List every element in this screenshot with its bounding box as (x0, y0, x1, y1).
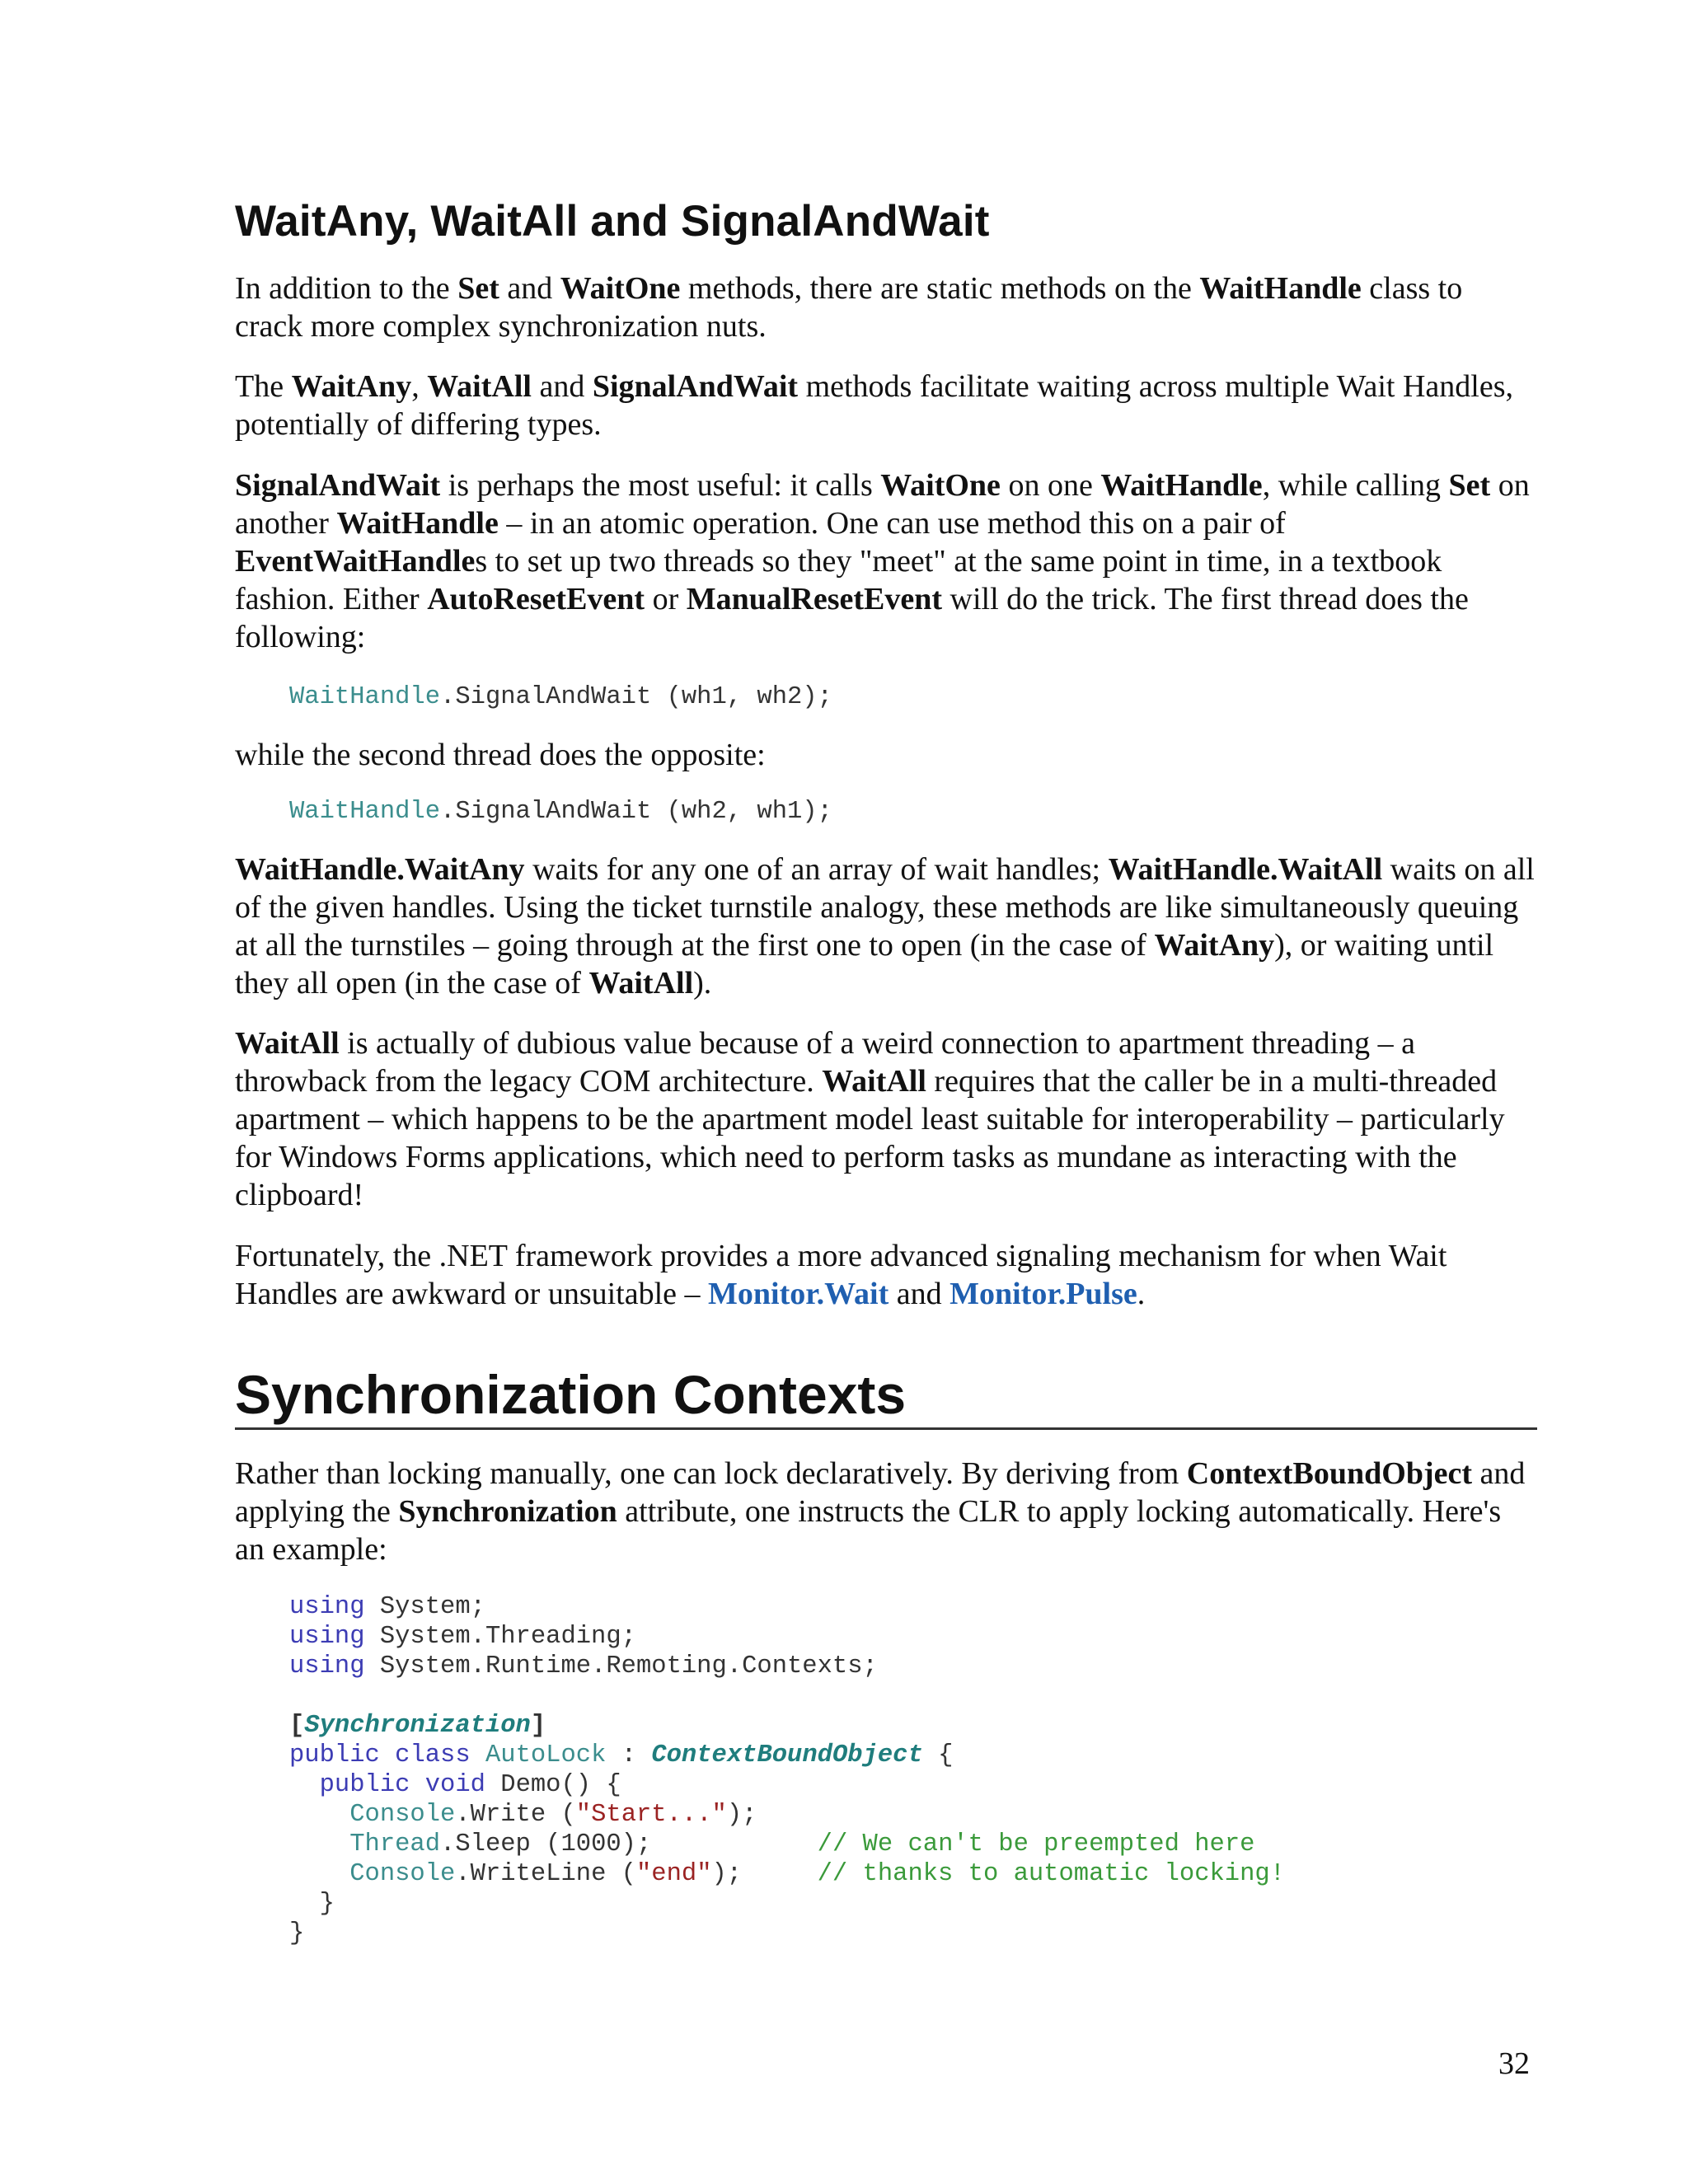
code-line: using System.Runtime.Remoting.Contexts; (289, 1652, 878, 1680)
code-line: Thread.Sleep (1000); // We can't be preempted here (349, 1830, 1255, 1858)
paragraph-signalandwait: SignalAndWait is perhaps the most useful: it calls WaitOne on one WaitHandle, while calling Set on another WaitHandle – in an atomic operation. One can use method this on a pair of EventWaitHandles to set up two threads so they "meet" at the same point in time, in a textbook fashion. Either AutoResetEvent or ManualResetEvent will do the trick. The first thread does the following: (235, 468, 1530, 654)
paragraph-waitany-waitall: WaitHandle.WaitAny waits for any one of an array of wait handles; WaitHandle.WaitAll waits on all of the given handles. Using the ticket turnstile analogy, these methods are like simultaneously queuing at all the turnstiles – going through at the first one to open (in the case of WaitAny), or waiting until they all open (in the case of WaitAll). (235, 852, 1535, 1001)
section-heading-waitany: WaitAny, WaitAll and SignalAndWait (235, 197, 990, 246)
section-heading-sync-contexts: Synchronization Contexts (235, 1363, 1537, 1430)
code-line: [Synchronization] (289, 1712, 546, 1740)
code-snippet-second-thread: WaitHandle.SignalAndWait (wh2, wh1); (289, 798, 832, 826)
paragraph-declarative-locking: Rather than locking manually, one can lock declaratively. By deriving from ContextBoundObject and applying the Synchronization attribute, one instructs the CLR to apply locking automatically. Here's an example: (235, 1456, 1526, 1567)
code-line: using System.Threading; (289, 1623, 636, 1651)
link-monitor-pulse[interactable]: Monitor.Pulse (950, 1277, 1137, 1311)
code-line: Console.WriteLine ("end"); // thanks to automatic locking! (349, 1860, 1286, 1888)
page-number: 32 (1498, 2046, 1530, 2081)
code-snippet-first-thread: WaitHandle.SignalAndWait (wh1, wh2); (289, 683, 832, 711)
paragraph-waitall-dubious: WaitAll is actually of dubious value because of a weird connection to apartment threading – a throwback from the legacy COM architecture. WaitAll requires that the caller be in a multi-threaded apartment – which happens to be the apartment model least suitable for interoperability – particularly for Windows Forms applications, which need to perform tasks as mundane as interacting with the clipboard! (235, 1026, 1505, 1212)
code-line: } (319, 1890, 335, 1918)
paragraph-methods: The WaitAny, WaitAll and SignalAndWait methods facilitate waiting across multiple Wait Handles, potentially of differing types. (235, 369, 1513, 442)
paragraph-monitor: Fortunately, the .NET framework provides a more advanced signaling mechanism for when Wait Handles are awkward or unsuitable – Monitor.Wait and Monitor.Pulse. (235, 1239, 1447, 1311)
paragraph-intro: In addition to the Set and WaitOne methods, there are static methods on the WaitHandle class to crack more complex synchronization nuts. (235, 271, 1463, 344)
code-line: } (289, 1919, 305, 1947)
code-line: Console.Write ("Start..."); (349, 1801, 757, 1829)
link-monitor-wait[interactable]: Monitor.Wait (708, 1277, 889, 1311)
code-line: public void Demo() { (319, 1771, 621, 1799)
code-line: public class AutoLock : ContextBoundObject { (289, 1741, 954, 1769)
paragraph-second-thread: while the second thread does the opposite: (235, 738, 766, 772)
code-line: using System; (289, 1593, 485, 1621)
code-block-autolock (289, 1592, 1285, 1948)
